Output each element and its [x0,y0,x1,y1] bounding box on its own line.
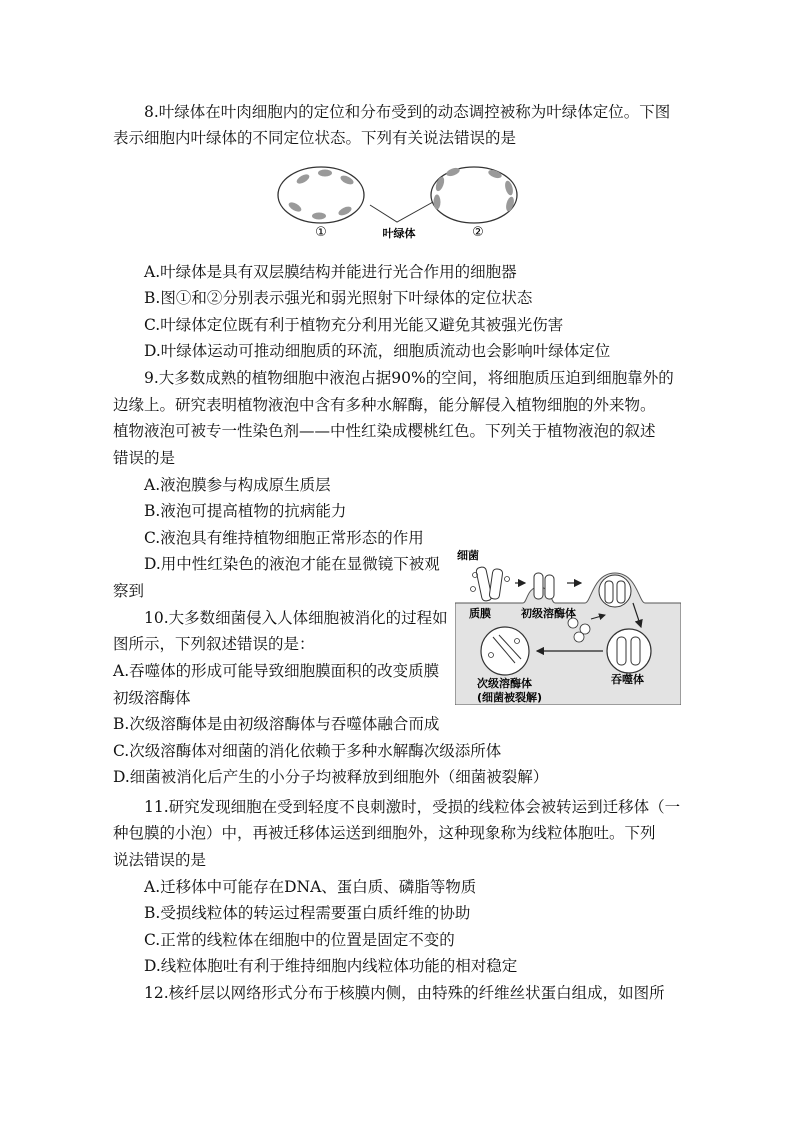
q9-option-d-line1: D.用中性红染色的液泡才能在显微镜下被观 [144,555,440,573]
q10-option-b: B.次级溶酶体是由初级溶酶体与吞噬体融合而成 [113,715,440,733]
q9-stem-line3: 植物液泡可被专一性染色剂——中性红染成樱桃红色。下列关于植物液泡的叙述 [113,422,656,440]
q8-stem-line1: 8.叶绿体在叶肉细胞内的定位和分布受到的动态调控被称为叶绿体定位。下图 [144,103,671,121]
lysosome-process-figure [455,545,681,705]
fig-label-chloroplast: 叶绿体 [382,227,416,240]
q10-stem-line1: 10.大多数细菌侵入人体细胞被消化的过程如 [144,609,448,627]
fig-label-primary-lysosome: 初级溶酶体 [521,607,576,620]
q9-option-d-line2: 察到 [113,582,145,600]
q11-option-c: C.正常的线粒体在细胞中的位置是固定不变的 [144,931,455,949]
q9-option-a: A.液泡膜参与构成原生质层 [144,476,331,494]
phagosome-forming-icon [599,575,631,607]
bacterium-icon [471,566,510,601]
q9-option-c: C.液泡具有维持植物细胞正常形态的作用 [144,529,424,547]
q8-option-b: B.图①和②分别表示强光和弱光照射下叶绿体的定位状态 [144,289,533,307]
fig-label-phagosome: 吞噬体 [611,673,644,686]
q9-option-b: B.液泡可提高植物的抗病能力 [144,502,347,520]
q12-stem-line1: 12.核纤层以网络形式分布于核膜内侧，由特殊的纤维丝状蛋白组成，如图所 [144,984,665,1002]
q10-option-d: D.细菌被消化后产生的小分子均被释放到细胞外（细菌被裂解） [113,768,549,786]
q10-option-a-line2: 初级溶酶体 [113,689,191,707]
fig-label-membrane: 质膜 [469,607,491,620]
fig-label-2: ② [472,225,484,240]
secondary-lysosome-icon [481,627,529,675]
q11-stem-line3: 说法错误的是 [113,851,207,869]
q8-option-d: D.叶绿体运动可推动细胞质的环流，细胞质流动也会影响叶绿体定位 [144,342,611,360]
q11-stem-line1: 11.研究发现细胞在受到轻度不良刺激时，受损的线粒体会被转运到迁移体（一 [144,798,681,816]
q11-option-a: A.迁移体中可能存在DNA、蛋白质、磷脂等物质 [144,878,477,896]
q10-option-a-line1: A.吞噬体的形成可能导致细胞膜面积的改变质膜 [113,662,440,680]
cell-2-diagram [431,166,517,223]
q11-option-b: B.受损线粒体的转运过程需要蛋白质纤维的协助 [144,904,471,922]
q9-stem-line1: 9.大多数成熟的植物细胞中液泡占据90%的空间，将细胞质压迫到细胞靠外的 [144,369,674,387]
q9-stem-line4: 错误的是 [113,449,176,467]
q10-option-c: C.次级溶酶体对细菌的消化依赖于多种水解酶次级添所体 [113,742,502,760]
q9-stem-line2: 边缘上。研究表明植物液泡中含有多种水解酶，能分解侵入植物细胞的外来物。 [113,396,656,414]
fig-label-lysed: (细菌被裂解) [477,691,543,704]
fig-label-1: ① [315,225,327,240]
q8-option-a: A.叶绿体是具有双层膜结构并能进行光合作用的细胞器 [144,263,517,281]
phagosome-icon [607,629,651,673]
q10-stem-line2: 图所示，下列叙述错误的是： [113,635,315,653]
fig-label-secondary-lysosome: 次级溶酶体 [477,677,532,690]
chloroplast-position-figure [275,160,535,244]
q11-option-d: D.线粒体胞吐有利于维持细胞内线粒体功能的相对稳定 [144,957,518,975]
q11-stem-line2: 种包膜的小泡）中，再被迁移体运送到细胞外，这种现象称为线粒体胞吐。下列 [113,824,656,842]
cell-1-diagram [278,167,364,223]
fig-label-bacteria: 细菌 [457,549,479,562]
q8-option-c: C.叶绿体定位既有利于植物充分利用光能又避免其被强光伤害 [144,316,564,334]
q8-stem-line2: 表示细胞内叶绿体的不同定位状态。下列有关说法错误的是 [113,129,517,147]
